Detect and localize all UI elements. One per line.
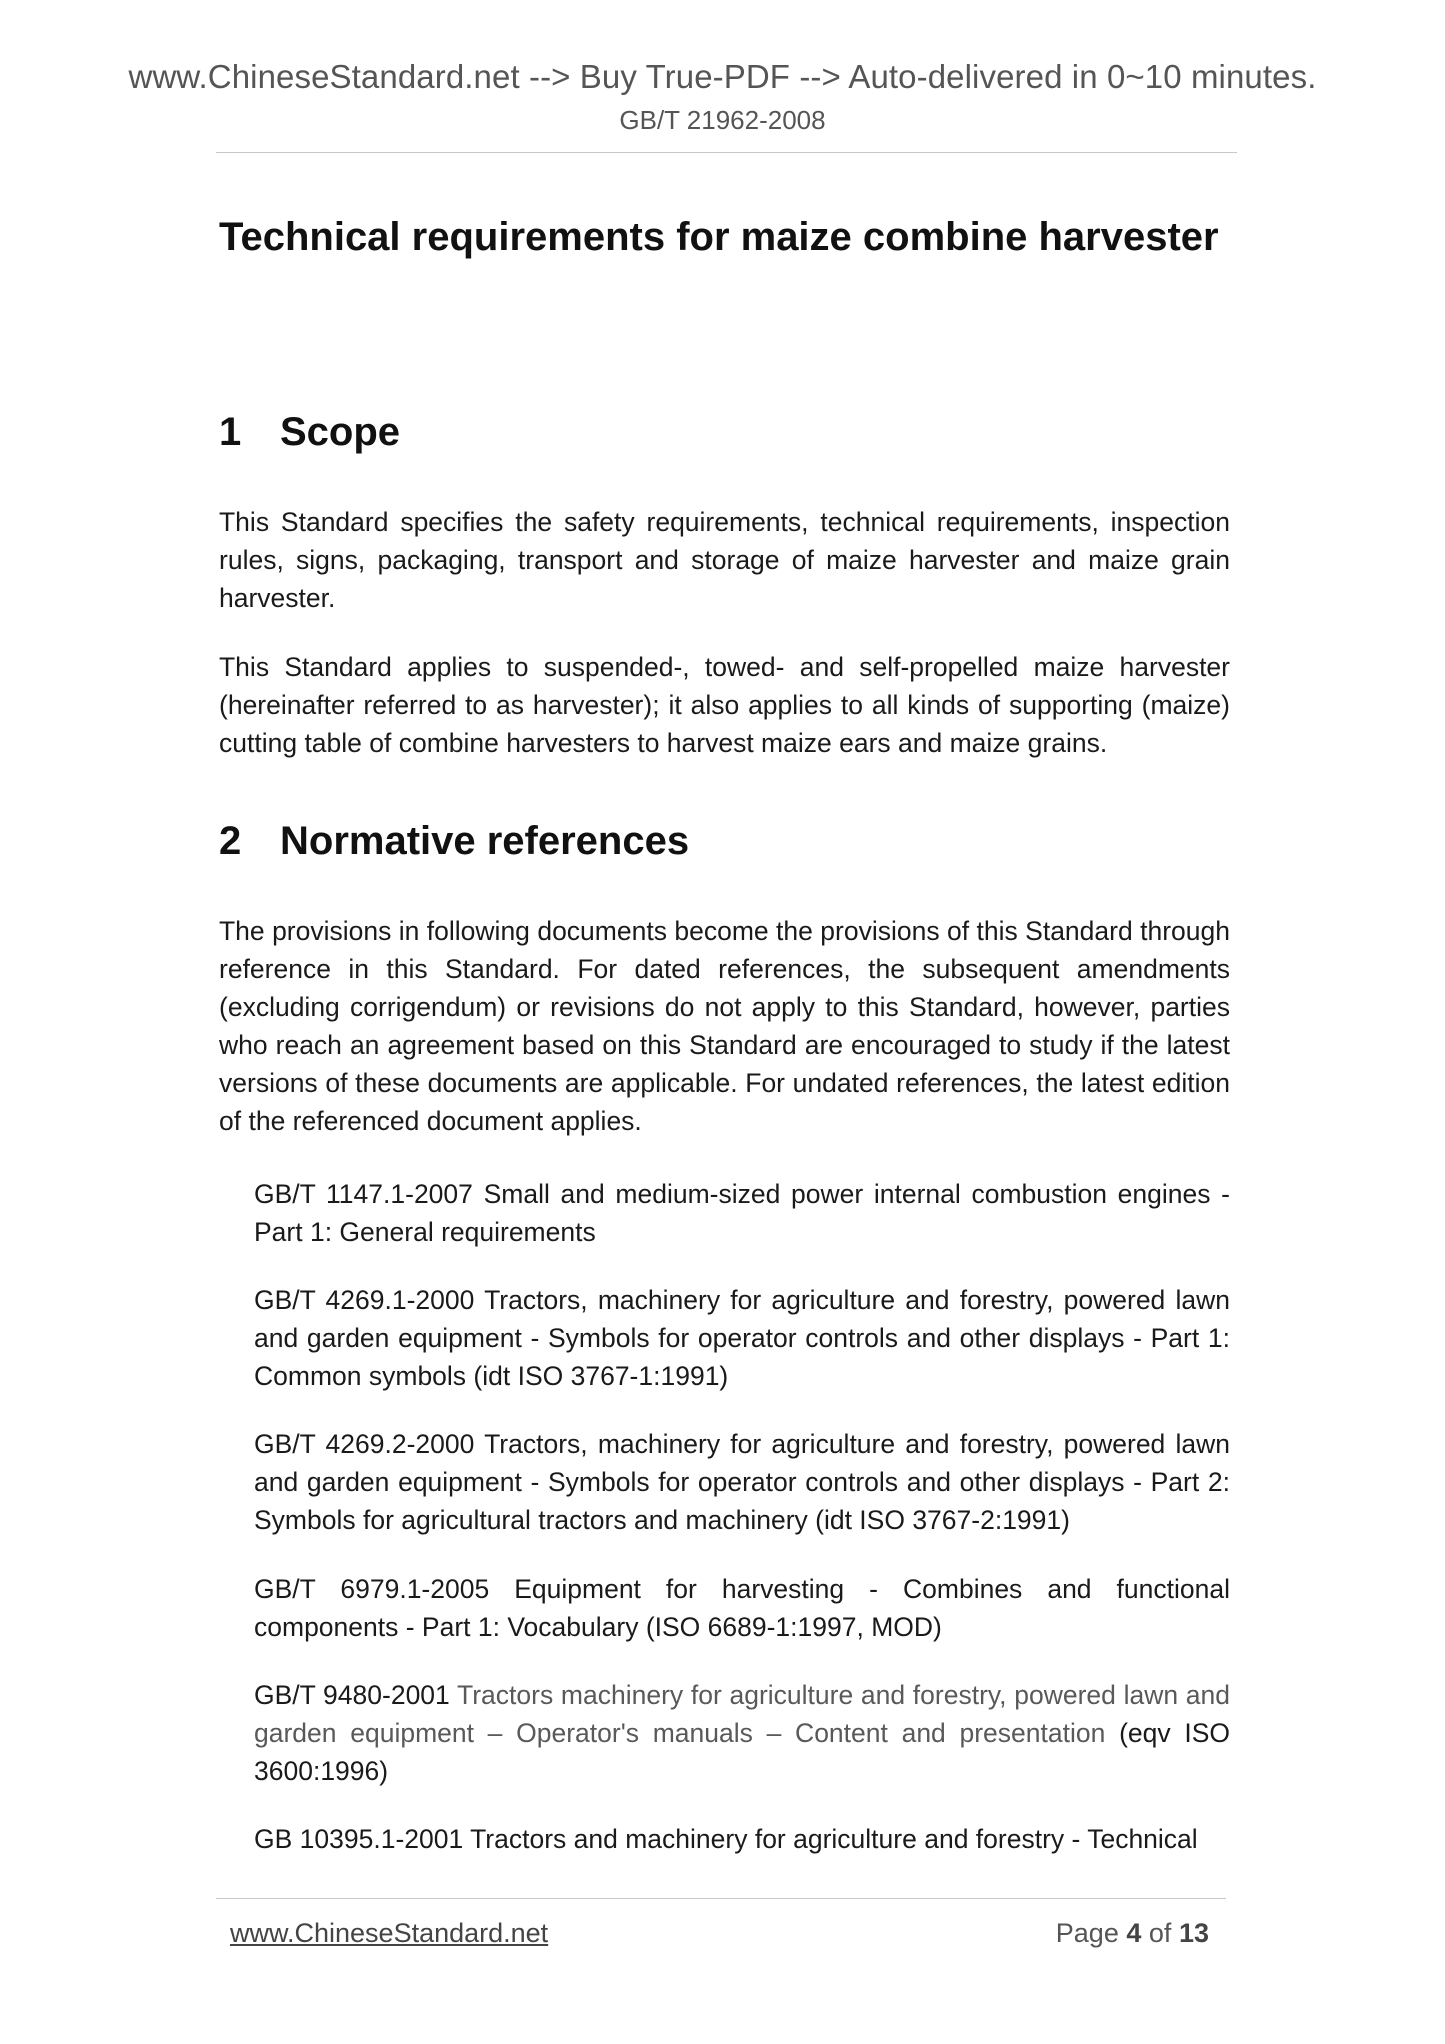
reference-item bbox=[254, 1676, 1230, 1790]
reference-item: GB/T 4269.2-2000 Tractors, machinery for agriculture and forestry, powered lawn and garden equipment - Symbols for operator controls and other displays - Part 2: Symbols for agricultural tractors and machinery (idt ISO 3767-2:1991) bbox=[254, 1429, 1230, 1535]
page-of: of bbox=[1148, 1918, 1172, 1948]
reference-item: GB 10395.1-2001 Tractors and machinery for agriculture and forestry - Technical bbox=[254, 1824, 1198, 1854]
scope-paragraph-1: This Standard specifies the safety requirements, technical requirements, inspection rules, signs, packaging, transport and storage of maize harvester and maize grain harvester. bbox=[219, 507, 1230, 613]
references-intro-paragraph: The provisions in following documents become the provisions of this Standard through reference in this Standard. For dated references, the subsequent amendments (excluding corrigendum) or revisions do not apply to this Standard, however, parties who reach an agreement based on this Standard are encouraged to study if the latest versions of these documents are applicable. For undated references, the latest edition of the referenced document applies. bbox=[219, 916, 1230, 1136]
reference-title: Tractors machinery for agriculture and forestry, powered lawn and garden equipment – Operator's manuals – Content and presentation bbox=[254, 1680, 1231, 1748]
section-number: 2 bbox=[219, 819, 242, 863]
reference-suffix: (eqv ISO 3600:1996) bbox=[254, 1718, 1230, 1786]
section-heading-scope bbox=[219, 410, 400, 455]
reference-code: GB/T 9480-2001 bbox=[254, 1680, 450, 1710]
reference-item: GB/T 1147.1-2007 Small and medium-sized power internal combustion engines - Part 1: General requirements bbox=[254, 1179, 1230, 1247]
footer-website-link[interactable]: www.ChineseStandard.net bbox=[230, 1918, 549, 1948]
section-heading-normative-references bbox=[219, 819, 689, 864]
scope-paragraph-2: This Standard applies to suspended-, towed- and self-propelled maize harvester (hereinafter referred to as harvester); it also applies to all kinds of supporting (maize) cutting table of combine harvesters to harvest maize ears and maize grains. bbox=[219, 652, 1230, 758]
reference-item: GB/T 6979.1-2005 Equipment for harvesting - Combines and functional components - Part 1: Vocabulary (ISO 6689-1:1997, MOD) bbox=[254, 1574, 1230, 1642]
standard-code: GB/T 21962-2008 bbox=[619, 105, 826, 135]
page-indicator bbox=[1056, 1918, 1209, 1949]
footer-divider bbox=[216, 1898, 1226, 1899]
page-current: 4 bbox=[1126, 1918, 1142, 1948]
header-banner: www.ChineseStandard.net --> Buy True-PDF --> Auto-delivered in 0~10 minutes. bbox=[128, 58, 1317, 95]
reference-item: GB/T 4269.1-2000 Tractors, machinery for agriculture and forestry, powered lawn and garden equipment - Symbols for operator controls and other displays - Part 1: Common symbols (idt ISO 3767-1:1991) bbox=[254, 1285, 1230, 1391]
document-title: Technical requirements for maize combine harvester bbox=[219, 215, 1219, 259]
section-number: 1 bbox=[219, 410, 242, 454]
section-title: Normative references bbox=[280, 819, 690, 863]
header-divider bbox=[216, 152, 1237, 153]
page-label: Page bbox=[1055, 1918, 1119, 1948]
page-total: 13 bbox=[1178, 1918, 1209, 1948]
section-title: Scope bbox=[280, 410, 401, 454]
